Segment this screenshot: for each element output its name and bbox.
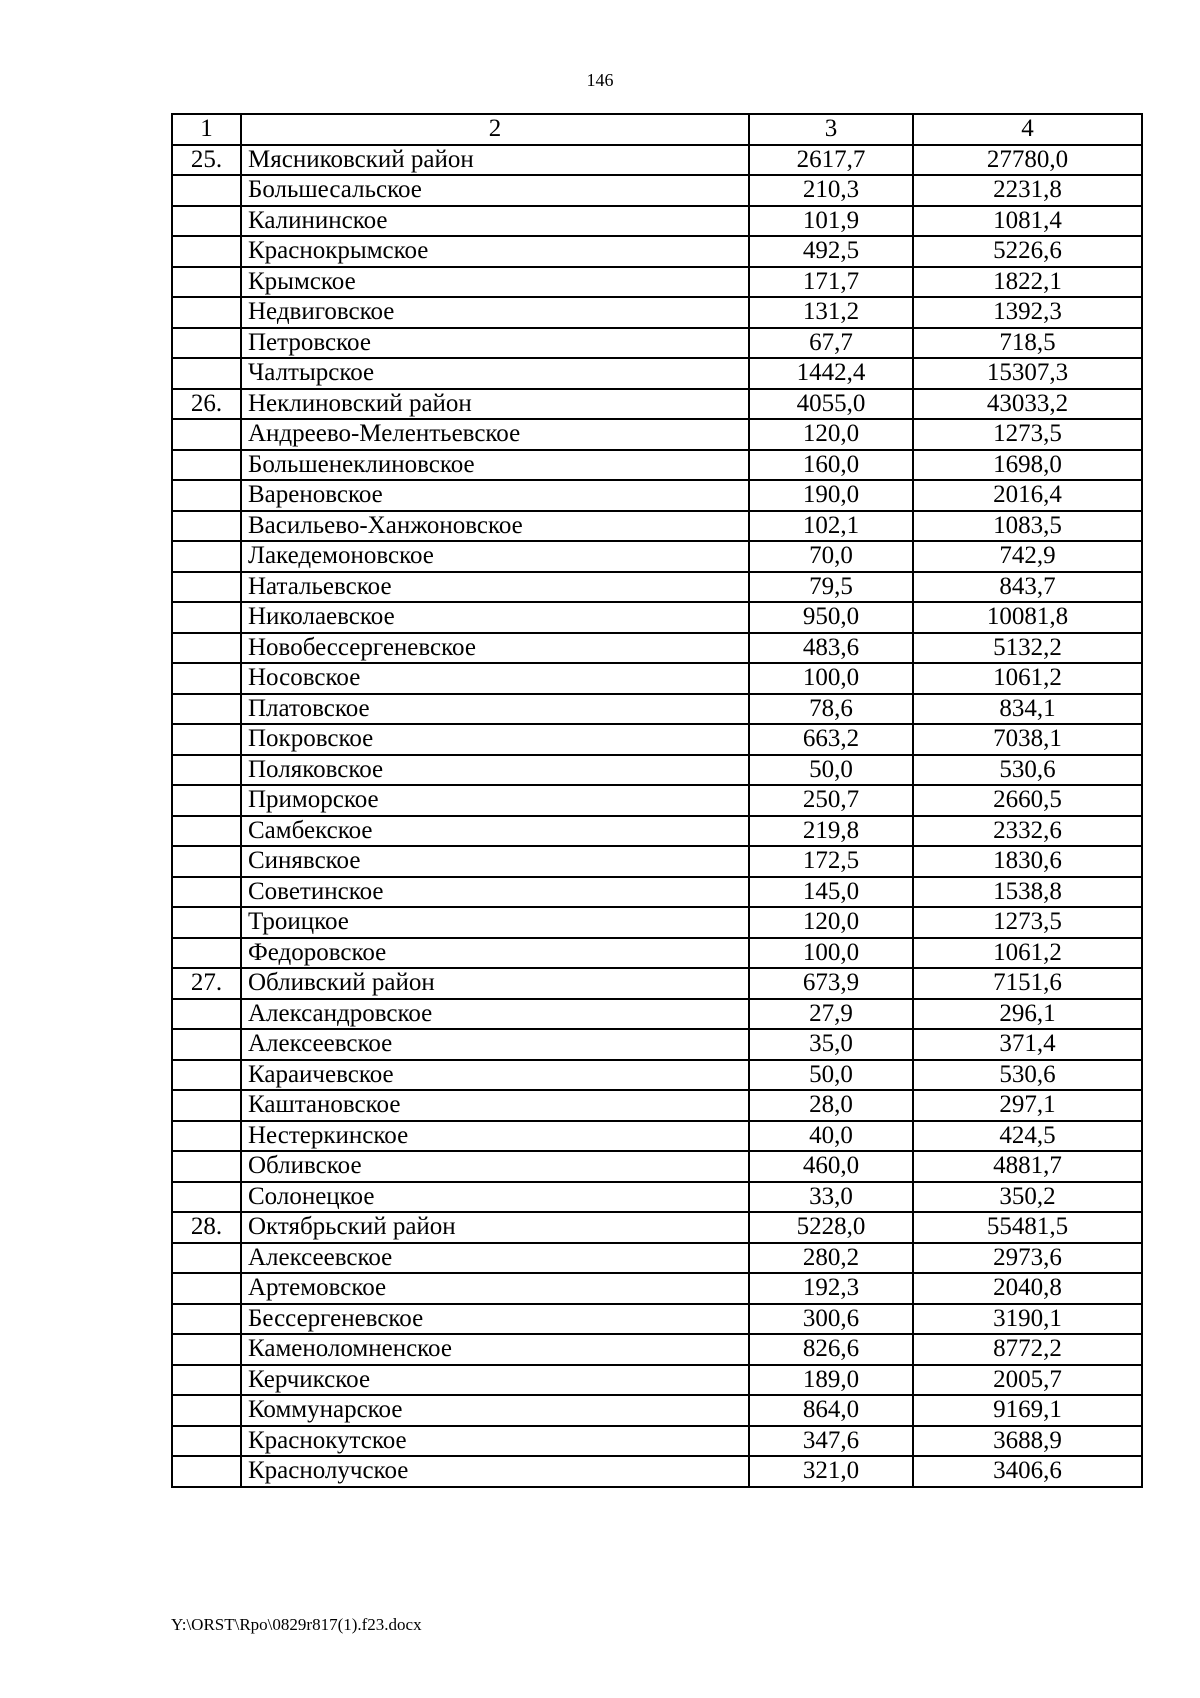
row-col3-cell: 321,0 [749, 1456, 913, 1487]
row-col4-cell: 10081,8 [913, 602, 1142, 633]
row-col4-cell: 3688,9 [913, 1426, 1142, 1457]
row-name-cell: Николаевское [241, 602, 749, 633]
row-col3-cell: 79,5 [749, 572, 913, 603]
row-col3-cell: 663,2 [749, 724, 913, 755]
column-header-3: 3 [749, 114, 913, 145]
row-col4-cell: 7038,1 [913, 724, 1142, 755]
row-name-cell: Поляковское [241, 755, 749, 786]
row-col4-cell: 1081,4 [913, 206, 1142, 237]
row-number-cell [172, 816, 241, 847]
row-name-cell: Троицкое [241, 907, 749, 938]
row-col4-cell: 3406,6 [913, 1456, 1142, 1487]
row-name-cell: Каменоломненское [241, 1334, 749, 1365]
row-name-cell: Васильево-Ханжоновское [241, 511, 749, 542]
row-name-cell: Караичевское [241, 1060, 749, 1091]
row-col4-cell: 8772,2 [913, 1334, 1142, 1365]
row-col4-cell: 9169,1 [913, 1395, 1142, 1426]
row-col4-cell: 1822,1 [913, 267, 1142, 298]
row-number-cell [172, 1151, 241, 1182]
row-col3-cell: 1442,4 [749, 358, 913, 389]
table-row [172, 389, 1142, 420]
table-row [172, 206, 1142, 237]
table-row [172, 1121, 1142, 1152]
row-col3-cell: 120,0 [749, 907, 913, 938]
table-row [172, 480, 1142, 511]
row-col4-cell: 350,2 [913, 1182, 1142, 1213]
row-col3-cell: 5228,0 [749, 1212, 913, 1243]
table-row [172, 999, 1142, 1030]
table-row [172, 1212, 1142, 1243]
row-number-cell [172, 1395, 241, 1426]
row-col3-cell: 460,0 [749, 1151, 913, 1182]
row-col3-cell: 50,0 [749, 755, 913, 786]
row-col3-cell: 100,0 [749, 663, 913, 694]
row-col3-cell: 100,0 [749, 938, 913, 969]
row-col4-cell: 1273,5 [913, 419, 1142, 450]
row-col3-cell: 172,5 [749, 846, 913, 877]
row-number-cell [172, 297, 241, 328]
row-col4-cell: 1698,0 [913, 450, 1142, 481]
row-number-cell: 25. [172, 145, 241, 176]
row-col4-cell: 2332,6 [913, 816, 1142, 847]
row-col4-cell: 4881,7 [913, 1151, 1142, 1182]
row-col4-cell: 1083,5 [913, 511, 1142, 542]
row-name-cell: Неклиновский район [241, 389, 749, 420]
table-row [172, 785, 1142, 816]
row-col3-cell: 78,6 [749, 694, 913, 725]
row-col3-cell: 120,0 [749, 419, 913, 450]
row-col3-cell: 131,2 [749, 297, 913, 328]
row-name-cell: Федоровское [241, 938, 749, 969]
row-col4-cell: 1830,6 [913, 846, 1142, 877]
table-row [172, 1304, 1142, 1335]
row-col4-cell: 55481,5 [913, 1212, 1142, 1243]
table-row [172, 1090, 1142, 1121]
row-number-cell [172, 206, 241, 237]
row-number-cell [172, 785, 241, 816]
row-col3-cell: 190,0 [749, 480, 913, 511]
row-col4-cell: 1061,2 [913, 663, 1142, 694]
row-col4-cell: 530,6 [913, 1060, 1142, 1091]
row-name-cell: Платовское [241, 694, 749, 725]
row-name-cell: Вареновское [241, 480, 749, 511]
row-name-cell: Натальевское [241, 572, 749, 603]
row-name-cell: Керчикское [241, 1365, 749, 1396]
row-name-cell: Бессергеневское [241, 1304, 749, 1335]
row-name-cell: Советинское [241, 877, 749, 908]
row-name-cell: Александровское [241, 999, 749, 1030]
table-row [172, 297, 1142, 328]
row-number-cell [172, 236, 241, 267]
row-col3-cell: 40,0 [749, 1121, 913, 1152]
row-col3-cell: 33,0 [749, 1182, 913, 1213]
row-col3-cell: 4055,0 [749, 389, 913, 420]
row-col3-cell: 492,5 [749, 236, 913, 267]
row-number-cell [172, 1426, 241, 1457]
row-number-cell [172, 419, 241, 450]
row-col3-cell: 2617,7 [749, 145, 913, 176]
row-col4-cell: 43033,2 [913, 389, 1142, 420]
row-number-cell [172, 1121, 241, 1152]
row-number-cell [172, 755, 241, 786]
row-number-cell [172, 480, 241, 511]
row-number-cell [172, 541, 241, 572]
table-row [172, 236, 1142, 267]
row-col3-cell: 673,9 [749, 968, 913, 999]
row-number-cell [172, 328, 241, 359]
row-number-cell: 26. [172, 389, 241, 420]
row-name-cell: Новобессергеневское [241, 633, 749, 664]
row-col3-cell: 483,6 [749, 633, 913, 664]
row-col4-cell: 15307,3 [913, 358, 1142, 389]
row-number-cell [172, 511, 241, 542]
row-col3-cell: 171,7 [749, 267, 913, 298]
row-col3-cell: 160,0 [749, 450, 913, 481]
row-col4-cell: 371,4 [913, 1029, 1142, 1060]
row-col3-cell: 347,6 [749, 1426, 913, 1457]
row-number-cell [172, 1334, 241, 1365]
table-row [172, 450, 1142, 481]
row-name-cell: Обливский район [241, 968, 749, 999]
row-name-cell: Покровское [241, 724, 749, 755]
row-name-cell: Синявское [241, 846, 749, 877]
table-row [172, 572, 1142, 603]
row-name-cell: Обливское [241, 1151, 749, 1182]
page-number: 146 [586, 70, 614, 90]
row-number-cell [172, 450, 241, 481]
row-col4-cell: 296,1 [913, 999, 1142, 1030]
row-col4-cell: 530,6 [913, 755, 1142, 786]
row-col4-cell: 2660,5 [913, 785, 1142, 816]
table-row [172, 1456, 1142, 1487]
row-col4-cell: 424,5 [913, 1121, 1142, 1152]
row-number-cell [172, 1182, 241, 1213]
row-name-cell: Носовское [241, 663, 749, 694]
row-name-cell: Алексеевское [241, 1243, 749, 1274]
row-col4-cell: 3190,1 [913, 1304, 1142, 1335]
row-col4-cell: 2973,6 [913, 1243, 1142, 1274]
row-number-cell [172, 1273, 241, 1304]
row-col3-cell: 280,2 [749, 1243, 913, 1274]
row-name-cell: Приморское [241, 785, 749, 816]
row-col3-cell: 28,0 [749, 1090, 913, 1121]
table-row [172, 1273, 1142, 1304]
row-number-cell [172, 1060, 241, 1091]
row-name-cell: Андреево-Мелентьевское [241, 419, 749, 450]
table-row [172, 816, 1142, 847]
row-number-cell [172, 633, 241, 664]
row-name-cell: Большесальское [241, 175, 749, 206]
row-number-cell [172, 358, 241, 389]
row-col3-cell: 70,0 [749, 541, 913, 572]
table-row [172, 267, 1142, 298]
row-name-cell: Большенеклиновское [241, 450, 749, 481]
row-col4-cell: 834,1 [913, 694, 1142, 725]
table-row [172, 694, 1142, 725]
row-number-cell [172, 999, 241, 1030]
footer-file-path: Y:\ORST\Rpo\0829r817(1).f23.docx [171, 1615, 422, 1634]
table-row [172, 1151, 1142, 1182]
table-row [172, 907, 1142, 938]
row-col3-cell: 67,7 [749, 328, 913, 359]
table-row [172, 175, 1142, 206]
row-number-cell [172, 1456, 241, 1487]
row-name-cell: Лакедемоновское [241, 541, 749, 572]
row-col4-cell: 2231,8 [913, 175, 1142, 206]
table-row [172, 1243, 1142, 1274]
table-row [172, 1365, 1142, 1396]
row-col4-cell: 843,7 [913, 572, 1142, 603]
row-name-cell: Недвиговское [241, 297, 749, 328]
table-row [172, 419, 1142, 450]
row-col4-cell: 2040,8 [913, 1273, 1142, 1304]
row-col3-cell: 826,6 [749, 1334, 913, 1365]
row-name-cell: Чалтырское [241, 358, 749, 389]
row-col3-cell: 189,0 [749, 1365, 913, 1396]
row-name-cell: Коммунарское [241, 1395, 749, 1426]
table-row [172, 1060, 1142, 1091]
row-name-cell: Нестеркинское [241, 1121, 749, 1152]
row-name-cell: Мясниковский район [241, 145, 749, 176]
data-table [171, 113, 1143, 1488]
row-number-cell [172, 1029, 241, 1060]
row-number-cell [172, 572, 241, 603]
table-row [172, 968, 1142, 999]
row-col3-cell: 300,6 [749, 1304, 913, 1335]
row-number-cell [172, 1243, 241, 1274]
row-number-cell [172, 877, 241, 908]
table-row [172, 724, 1142, 755]
row-number-cell [172, 846, 241, 877]
row-number-cell [172, 694, 241, 725]
column-header-4: 4 [913, 114, 1142, 145]
column-header-1: 1 [172, 114, 241, 145]
row-col3-cell: 145,0 [749, 877, 913, 908]
row-number-cell: 28. [172, 1212, 241, 1243]
row-col3-cell: 35,0 [749, 1029, 913, 1060]
row-col3-cell: 950,0 [749, 602, 913, 633]
table-row [172, 846, 1142, 877]
table-row [172, 602, 1142, 633]
row-col3-cell: 102,1 [749, 511, 913, 542]
row-number-cell [172, 1304, 241, 1335]
column-header-2: 2 [241, 114, 749, 145]
row-col4-cell: 27780,0 [913, 145, 1142, 176]
row-number-cell [172, 602, 241, 633]
row-number-cell [172, 1090, 241, 1121]
row-col3-cell: 219,8 [749, 816, 913, 847]
row-number-cell [172, 267, 241, 298]
row-col4-cell: 742,9 [913, 541, 1142, 572]
row-col3-cell: 101,9 [749, 206, 913, 237]
table-row [172, 1182, 1142, 1213]
row-name-cell: Артемовское [241, 1273, 749, 1304]
row-col3-cell: 210,3 [749, 175, 913, 206]
row-col3-cell: 864,0 [749, 1395, 913, 1426]
table-row [172, 938, 1142, 969]
table-body [172, 114, 1142, 1487]
row-col3-cell: 27,9 [749, 999, 913, 1030]
row-col4-cell: 1061,2 [913, 938, 1142, 969]
row-number-cell [172, 175, 241, 206]
row-number-cell [172, 724, 241, 755]
table-row [172, 145, 1142, 176]
row-col4-cell: 7151,6 [913, 968, 1142, 999]
table-row [172, 1334, 1142, 1365]
row-number-cell [172, 907, 241, 938]
row-name-cell: Краснокутское [241, 1426, 749, 1457]
table-row [172, 663, 1142, 694]
table-row [172, 1029, 1142, 1060]
row-name-cell: Краснолучское [241, 1456, 749, 1487]
row-name-cell: Крымское [241, 267, 749, 298]
table-row [172, 541, 1142, 572]
row-number-cell [172, 938, 241, 969]
table-row [172, 328, 1142, 359]
row-name-cell: Каштановское [241, 1090, 749, 1121]
row-col4-cell: 5132,2 [913, 633, 1142, 664]
table-row [172, 755, 1142, 786]
row-col4-cell: 2016,4 [913, 480, 1142, 511]
row-col4-cell: 1538,8 [913, 877, 1142, 908]
row-name-cell: Алексеевское [241, 1029, 749, 1060]
table-row [172, 1426, 1142, 1457]
row-name-cell: Краснокрымское [241, 236, 749, 267]
row-col4-cell: 1392,3 [913, 297, 1142, 328]
row-col4-cell: 1273,5 [913, 907, 1142, 938]
table-row [172, 511, 1142, 542]
table-row [172, 877, 1142, 908]
row-name-cell: Петровское [241, 328, 749, 359]
row-col4-cell: 5226,6 [913, 236, 1142, 267]
table-row [172, 1395, 1142, 1426]
table-row [172, 633, 1142, 664]
row-name-cell: Самбекское [241, 816, 749, 847]
row-number-cell [172, 1365, 241, 1396]
row-col3-cell: 192,3 [749, 1273, 913, 1304]
row-number-cell [172, 663, 241, 694]
table-header-row [172, 114, 1142, 145]
row-name-cell: Калининское [241, 206, 749, 237]
row-col4-cell: 718,5 [913, 328, 1142, 359]
row-col3-cell: 50,0 [749, 1060, 913, 1091]
row-col4-cell: 2005,7 [913, 1365, 1142, 1396]
row-name-cell: Октябрьский район [241, 1212, 749, 1243]
row-col4-cell: 297,1 [913, 1090, 1142, 1121]
row-col3-cell: 250,7 [749, 785, 913, 816]
row-number-cell: 27. [172, 968, 241, 999]
table-row [172, 358, 1142, 389]
row-name-cell: Солонецкое [241, 1182, 749, 1213]
